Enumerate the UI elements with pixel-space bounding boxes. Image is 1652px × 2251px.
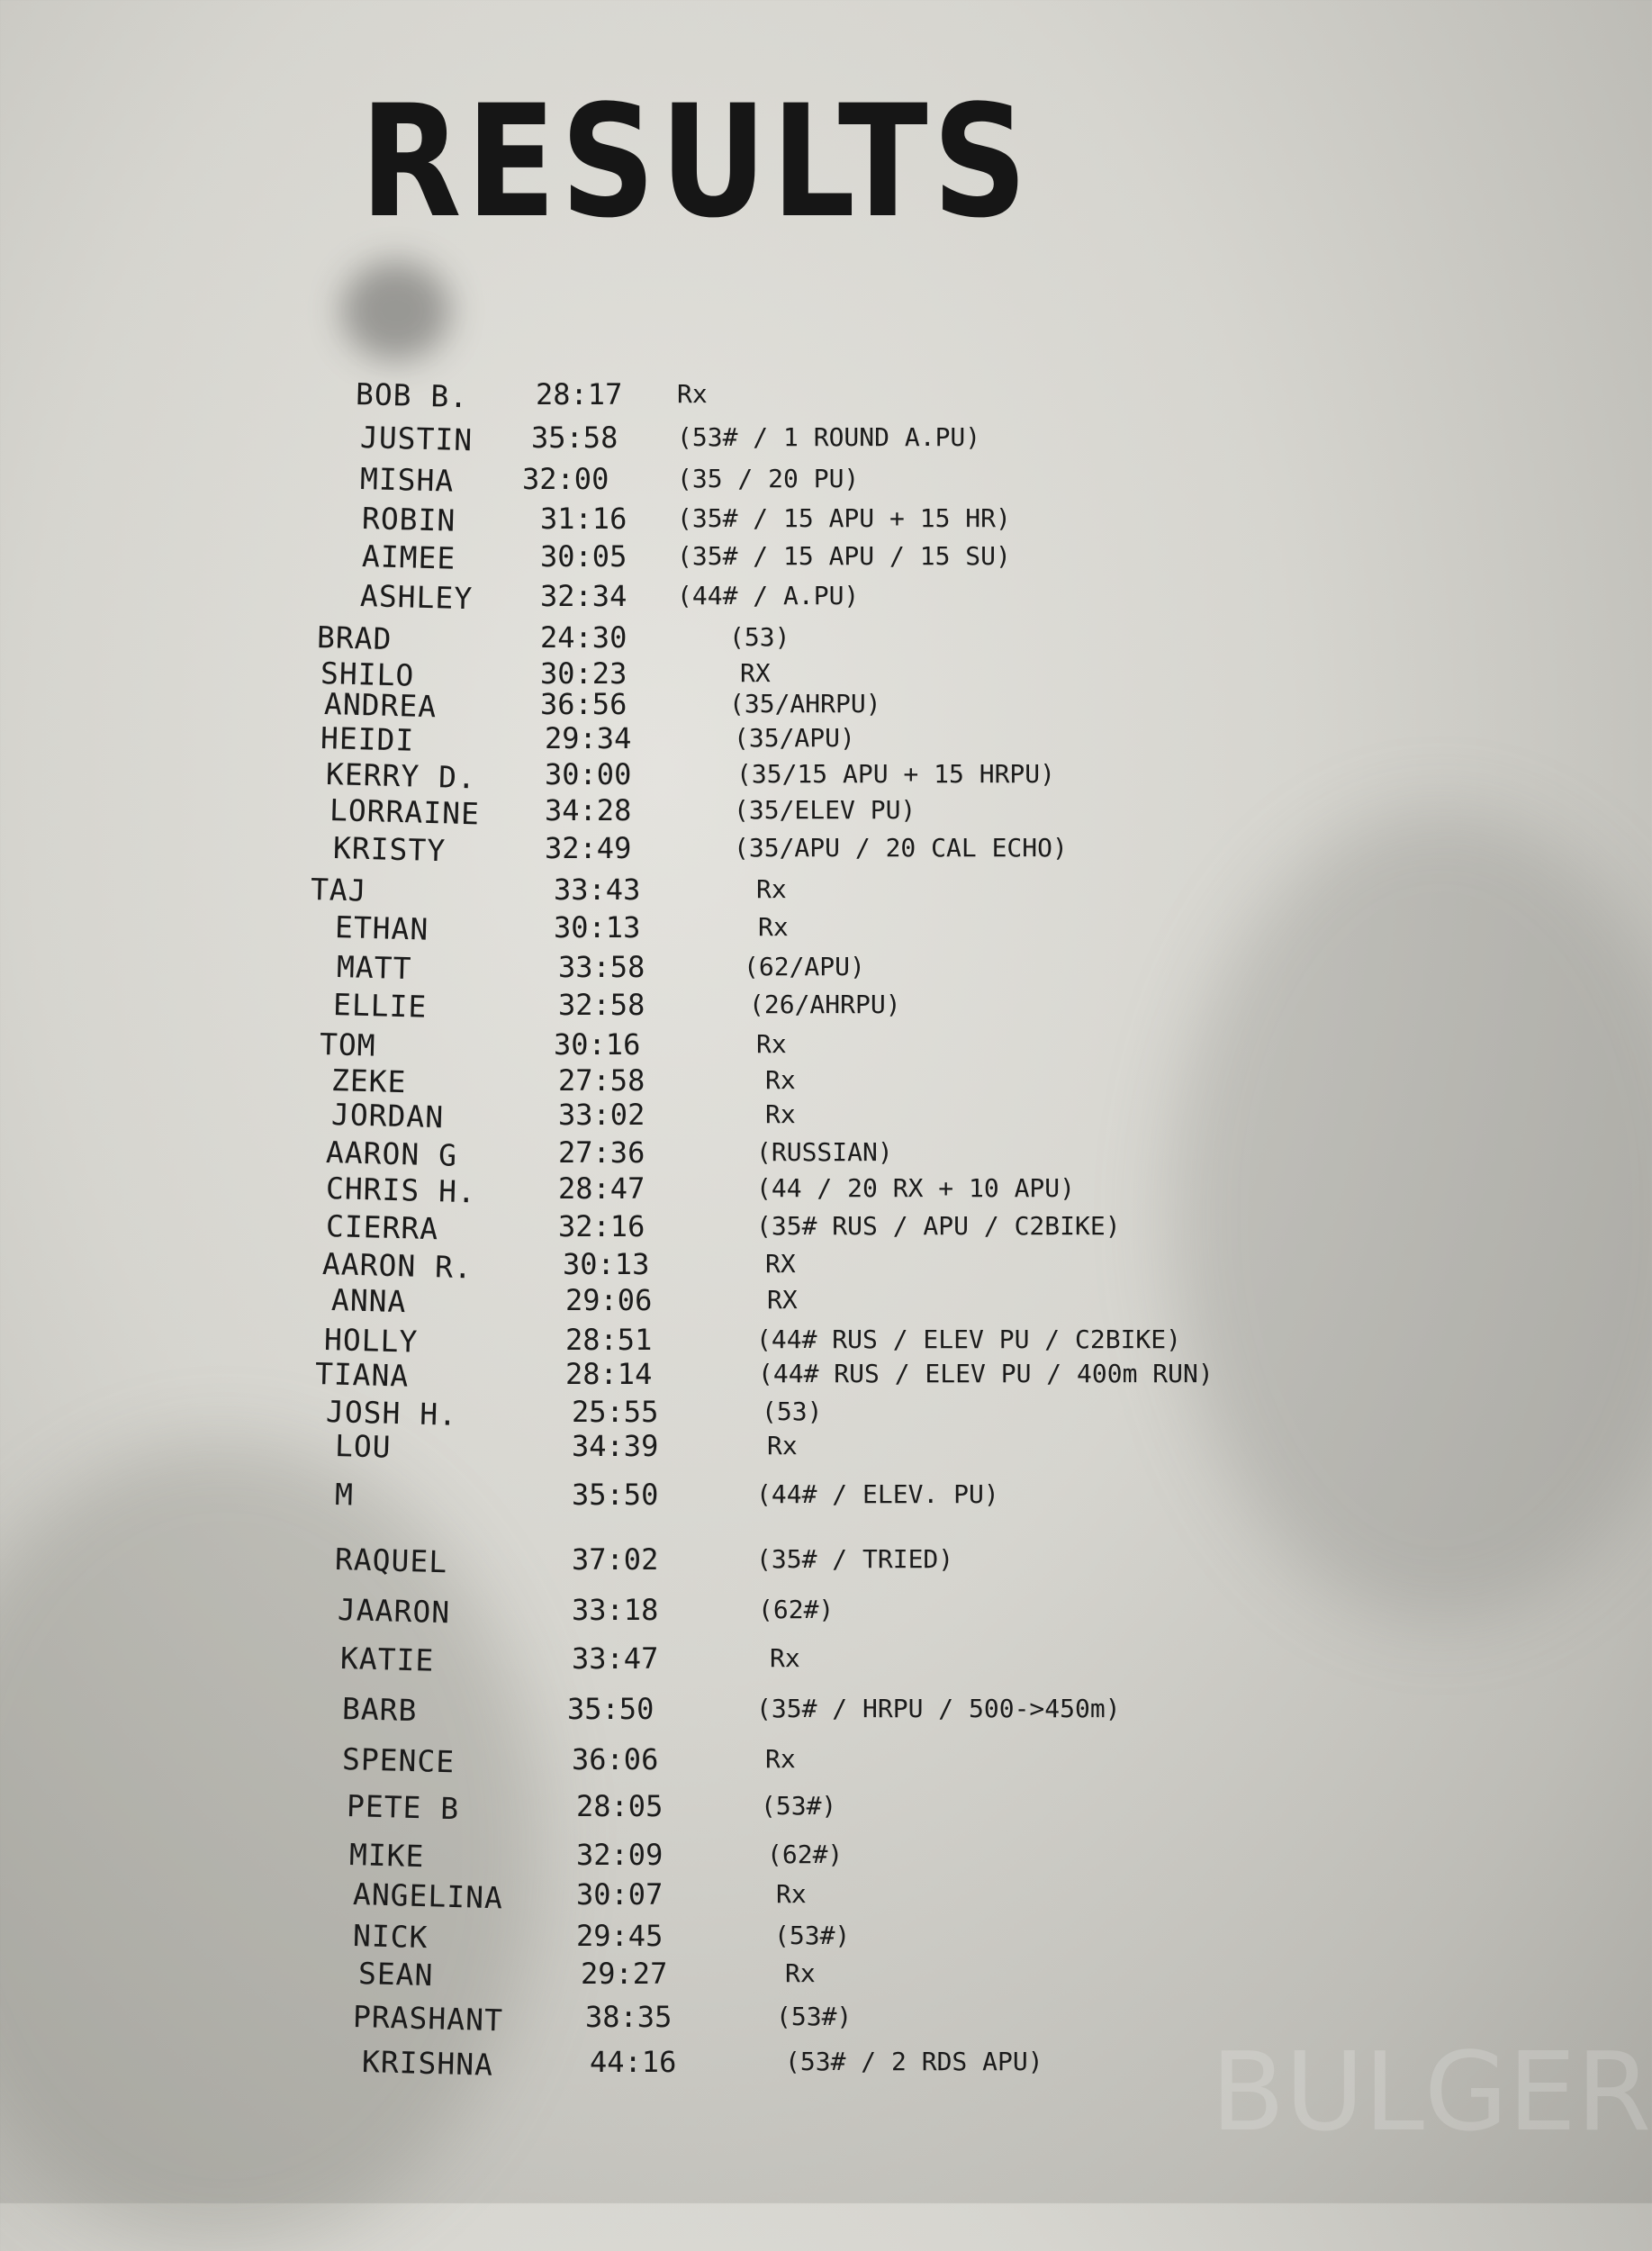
result-row	[0, 1837, 1652, 1873]
athlete-name: JAARON	[337, 1592, 451, 1631]
result-note: Rx	[767, 1431, 798, 1460]
athlete-name: RAQUEL	[334, 1541, 448, 1580]
athlete-name: PRASHANT	[352, 1999, 504, 2039]
result-row	[0, 830, 1652, 869]
athlete-name: BRAD	[316, 619, 393, 657]
athlete-name: HOLLY	[323, 1322, 419, 1360]
result-note: (44# / A.PU)	[677, 581, 860, 610]
result-note: (53# / 1 ROUND A.PU)	[677, 422, 981, 452]
result-note: RX	[740, 658, 771, 688]
result-row	[0, 1918, 1652, 1954]
result-time: 32:09	[576, 1838, 664, 1872]
result-note: (35 / 20 PU)	[677, 464, 860, 493]
athlete-name: M	[334, 1477, 355, 1513]
result-time: 35:58	[531, 420, 618, 455]
result-row	[0, 1394, 1652, 1433]
result-time: 30:23	[540, 656, 627, 691]
result-time: 37:02	[572, 1542, 659, 1577]
result-note: (62/APU)	[744, 952, 865, 981]
result-time: 30:13	[563, 1247, 650, 1281]
result-note: (35# / TRIED)	[756, 1544, 954, 1574]
result-note: (26/AHRPU)	[749, 990, 901, 1019]
result-note: Rx	[765, 1099, 796, 1129]
athlete-name: LOU	[334, 1428, 393, 1465]
result-time: 35:50	[572, 1478, 659, 1512]
result-row	[0, 1477, 1652, 1513]
result-row	[0, 501, 1652, 537]
result-row	[0, 1999, 1652, 2039]
result-note: (53#)	[776, 2002, 853, 2031]
result-time: 30:05	[540, 539, 627, 574]
athlete-name: JORDAN	[330, 1097, 445, 1135]
result-time: 25:55	[572, 1395, 659, 1429]
result-row	[0, 1641, 1652, 1677]
result-note: (35# / HRPU / 500->450m)	[756, 1694, 1121, 1723]
result-row	[0, 1428, 1652, 1464]
result-time: 34:39	[572, 1429, 659, 1463]
result-row	[0, 1788, 1652, 1827]
athlete-name: KRISHNA	[361, 2044, 494, 2083]
athlete-name: PETE B	[346, 1788, 460, 1827]
result-time: 24:30	[540, 620, 627, 655]
athlete-name: SEAN	[357, 1956, 434, 1993]
result-time: 34:28	[545, 793, 632, 827]
athlete-name: HEIDI	[320, 720, 415, 758]
result-note: RX	[765, 1249, 796, 1279]
result-row	[0, 949, 1652, 985]
result-row	[0, 1741, 1652, 1780]
result-row	[0, 1541, 1652, 1578]
result-time: 32:34	[540, 579, 627, 613]
athlete-name: MISHA	[359, 461, 455, 499]
result-time: 36:06	[572, 1742, 659, 1776]
result-row	[0, 1956, 1652, 1992]
result-row	[0, 1208, 1652, 1247]
result-time: 29:06	[565, 1283, 653, 1317]
result-time: 27:36	[558, 1135, 645, 1170]
result-row	[0, 461, 1652, 497]
result-note: (53)	[762, 1397, 823, 1426]
result-note: (53)	[729, 622, 790, 652]
result-row	[0, 1356, 1652, 1392]
result-note: (RUSSIAN)	[756, 1137, 893, 1167]
result-time: 38:35	[585, 2000, 673, 2034]
result-time: 30:07	[576, 1877, 664, 1912]
result-time: 32:00	[522, 462, 609, 496]
athlete-name: ZEKE	[330, 1062, 407, 1100]
result-time: 44:16	[590, 2045, 677, 2079]
result-row	[0, 1246, 1652, 1286]
athlete-name: ANNA	[330, 1282, 407, 1320]
athlete-name: MATT	[336, 949, 412, 987]
athlete-name: TAJ	[310, 872, 368, 909]
result-row	[0, 578, 1652, 617]
result-note: (44# / ELEV. PU)	[756, 1479, 999, 1509]
result-time: 32:58	[558, 988, 645, 1022]
athlete-name: SPENCE	[341, 1741, 456, 1780]
result-time: 35:50	[567, 1692, 654, 1726]
athlete-name: BOB B.	[355, 376, 469, 415]
result-note: Rx	[756, 1029, 787, 1059]
result-row	[0, 376, 1652, 415]
athlete-name: KATIE	[339, 1641, 435, 1678]
result-note: Rx	[785, 1958, 816, 1988]
result-note: Rx	[758, 912, 789, 942]
result-row	[0, 1876, 1652, 1916]
result-row	[0, 987, 1652, 1023]
result-time: 28:51	[565, 1323, 653, 1357]
result-time: 32:49	[545, 831, 632, 865]
athlete-name: ANGELINA	[352, 1876, 504, 1916]
result-time: 33:43	[554, 872, 641, 907]
result-row	[0, 1592, 1652, 1631]
result-row	[0, 720, 1652, 756]
board-title: RESULTS	[360, 71, 1033, 252]
athlete-name: MIKE	[348, 1837, 425, 1875]
result-note: Rx	[770, 1643, 800, 1673]
athlete-name: LORRAINE	[329, 792, 481, 832]
result-time: 36:56	[540, 687, 627, 721]
result-note: (35# / 15 APU / 15 SU)	[677, 541, 1011, 571]
athlete-name: CHRIS H.	[325, 1171, 477, 1210]
result-row	[0, 686, 1652, 725]
result-note: (44 / 20 RX + 10 APU)	[756, 1173, 1076, 1203]
result-note: (44# RUS / ELEV PU / C2BIKE)	[756, 1324, 1182, 1354]
result-time: 29:34	[545, 721, 632, 755]
athlete-name: ETHAN	[334, 909, 429, 947]
result-time: 33:18	[572, 1593, 659, 1627]
result-note: (53#)	[774, 1921, 851, 1950]
board-smudge	[342, 261, 450, 360]
result-note: (35/APU / 20 CAL ECHO)	[734, 833, 1068, 863]
athlete-name: SHILO	[320, 655, 415, 693]
result-note: (44# RUS / ELEV PU / 400m RUN)	[758, 1359, 1214, 1388]
result-note: (53# / 2 RDS APU)	[785, 2047, 1043, 2076]
result-note: (35/ELEV PU)	[734, 795, 916, 825]
result-row	[0, 1171, 1652, 1210]
athlete-name: JOSH H.	[325, 1394, 458, 1433]
result-time: 33:58	[558, 950, 645, 984]
result-note: Rx	[765, 1744, 796, 1774]
result-note: Rx	[756, 874, 787, 904]
result-time: 31:16	[540, 502, 627, 536]
athlete-name: CIERRA	[325, 1208, 439, 1247]
athlete-name: ASHLEY	[359, 578, 474, 617]
athlete-name: JUSTIN	[359, 420, 474, 458]
result-time: 33:02	[558, 1098, 645, 1132]
result-time: 30:16	[554, 1027, 641, 1062]
result-time: 29:27	[581, 1957, 668, 1991]
result-note: (53#)	[761, 1791, 837, 1821]
athlete-name: AARON G	[325, 1135, 458, 1173]
result-note: (62#)	[758, 1595, 835, 1624]
result-row	[0, 872, 1652, 908]
result-row	[0, 909, 1652, 945]
result-row	[0, 1097, 1652, 1133]
result-note: (35# / 15 APU + 15 HR)	[677, 503, 1011, 533]
result-row	[0, 420, 1652, 456]
result-row	[0, 1282, 1652, 1318]
ghost-text: BULGER	[1211, 2030, 1652, 2156]
result-note: RX	[767, 1285, 798, 1315]
result-time: 30:13	[554, 910, 641, 945]
result-row	[0, 538, 1652, 574]
result-note: Rx	[776, 1879, 807, 1909]
athlete-name: ROBIN	[361, 501, 456, 538]
result-row	[0, 2044, 1652, 2083]
result-row	[0, 1322, 1652, 1358]
athlete-name: KRISTY	[332, 830, 447, 869]
result-time: 28:05	[576, 1789, 664, 1823]
athlete-name: AIMEE	[361, 538, 456, 576]
result-time: 27:58	[558, 1063, 645, 1098]
result-row	[0, 756, 1652, 796]
athlete-name: NICK	[352, 1918, 429, 1956]
result-row	[0, 1026, 1652, 1062]
result-row	[0, 792, 1652, 832]
athlete-name: ELLIE	[332, 987, 428, 1025]
athlete-name: KERRY D.	[325, 756, 477, 796]
result-row	[0, 1135, 1652, 1171]
result-note: Rx	[765, 1065, 796, 1095]
athlete-name: TIANA	[314, 1356, 410, 1394]
athlete-name: BARB	[341, 1691, 418, 1729]
result-note: (35/AHRPU)	[729, 689, 881, 719]
result-time: 28:14	[565, 1357, 653, 1391]
result-time: 32:16	[558, 1209, 645, 1243]
result-row	[0, 1062, 1652, 1098]
athlete-name: TOM	[319, 1026, 377, 1063]
result-note: (62#)	[767, 1840, 844, 1869]
result-row	[0, 619, 1652, 655]
athlete-name: ANDREA	[323, 686, 438, 725]
result-time: 33:47	[572, 1641, 659, 1676]
result-row	[0, 1691, 1652, 1727]
result-note: (35# RUS / APU / C2BIKE)	[756, 1211, 1121, 1241]
result-note: (35/APU)	[734, 723, 855, 753]
result-time: 28:17	[536, 377, 623, 411]
result-time: 28:47	[558, 1171, 645, 1206]
result-note: Rx	[677, 379, 708, 409]
athlete-name: AARON R.	[321, 1246, 474, 1286]
result-time: 29:45	[576, 1919, 664, 1953]
result-note: (35/15 APU + 15 HRPU)	[736, 759, 1056, 789]
result-time: 30:00	[545, 757, 632, 791]
